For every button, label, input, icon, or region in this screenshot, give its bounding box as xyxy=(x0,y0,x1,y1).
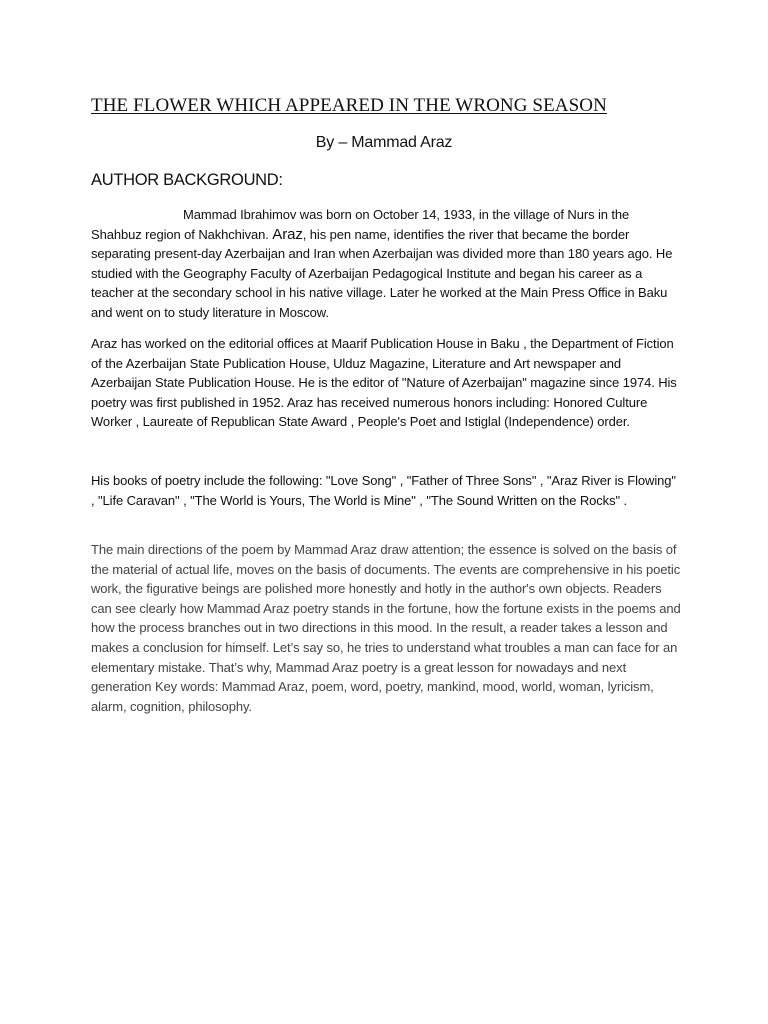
paragraph-biography xyxy=(91,205,681,323)
paragraph-books: His books of poetry include the following: "Love Song" , "Father of Three Sons" , "Araz River is Flowing" , "Life Caravan" , "The World is Yours, The World is Mine" , "The Sound Written on the Rocks" . xyxy=(91,473,676,508)
author-byline: By – Mammad Araz xyxy=(315,134,453,151)
biography-text-start: Mammad Ibrahimov was born on October 14, 1933, in the village of Nurs in the Shahbuz region of Nakhchivan. xyxy=(91,207,630,242)
document-title: THE FLOWER WHICH APPEARED IN THE WRONG SEASON xyxy=(91,95,607,116)
pen-name: Araz xyxy=(272,225,303,243)
biography-text-end: , his pen name, identifies the river that became the border separating present-day Azerbaijan and Iran when Azerbaijan was divided more than 180 years ago. He studied with the Geography Faculty of Azerbaijan Pedagogical Institute and began his career as a teacher at the secondary school in his native village. Later he worked at the Main Press Office in Baku and went on to study literature in Moscow. xyxy=(91,226,673,320)
paragraph-abstract: The main directions of the poem by Mammad Araz draw attention; the essence is solved on the basis of the material of actual life, moves on the basis of documents. The events are comprehensive in his poetic work, the figurative beings are polished more honestly and hotly in the author's own objects. Readers can see clearly how Mammad Araz poetry stands in the fortune, how the fortune exists in the poems and how the process branches out in two directions in this mood. In the result, a reader takes a lesson and makes a conclusion for himself. Let’s say so, he tries to understand what troubles a man can face for an elementary mistake. That’s why, Mammad Araz poetry is a great lesson for nowadays and next generation Key words: Mammad Araz, poem, word, poetry, mankind, mood, world, woman, lyricism, alarm, cognition, philosophy. xyxy=(91,542,681,714)
section-heading-author-background: AUTHOR BACKGROUND: xyxy=(91,171,283,189)
paragraph-career: Araz has worked on the editorial offices at Maarif Publication House in Baku , the Department of Fiction of the Azerbaijan State Publication House, Ulduz Magazine, Literature and Art newspaper and Azerbaijan State Publication House. He is the editor of "Nature of Azerbaijan" magazine since 1974. His poetry was first published in 1952. Araz has received numerous honors including: Honored Culture Worker , Laureate of Republican State Award , People's Poet and Istiglal (Independence) order. xyxy=(91,336,677,430)
